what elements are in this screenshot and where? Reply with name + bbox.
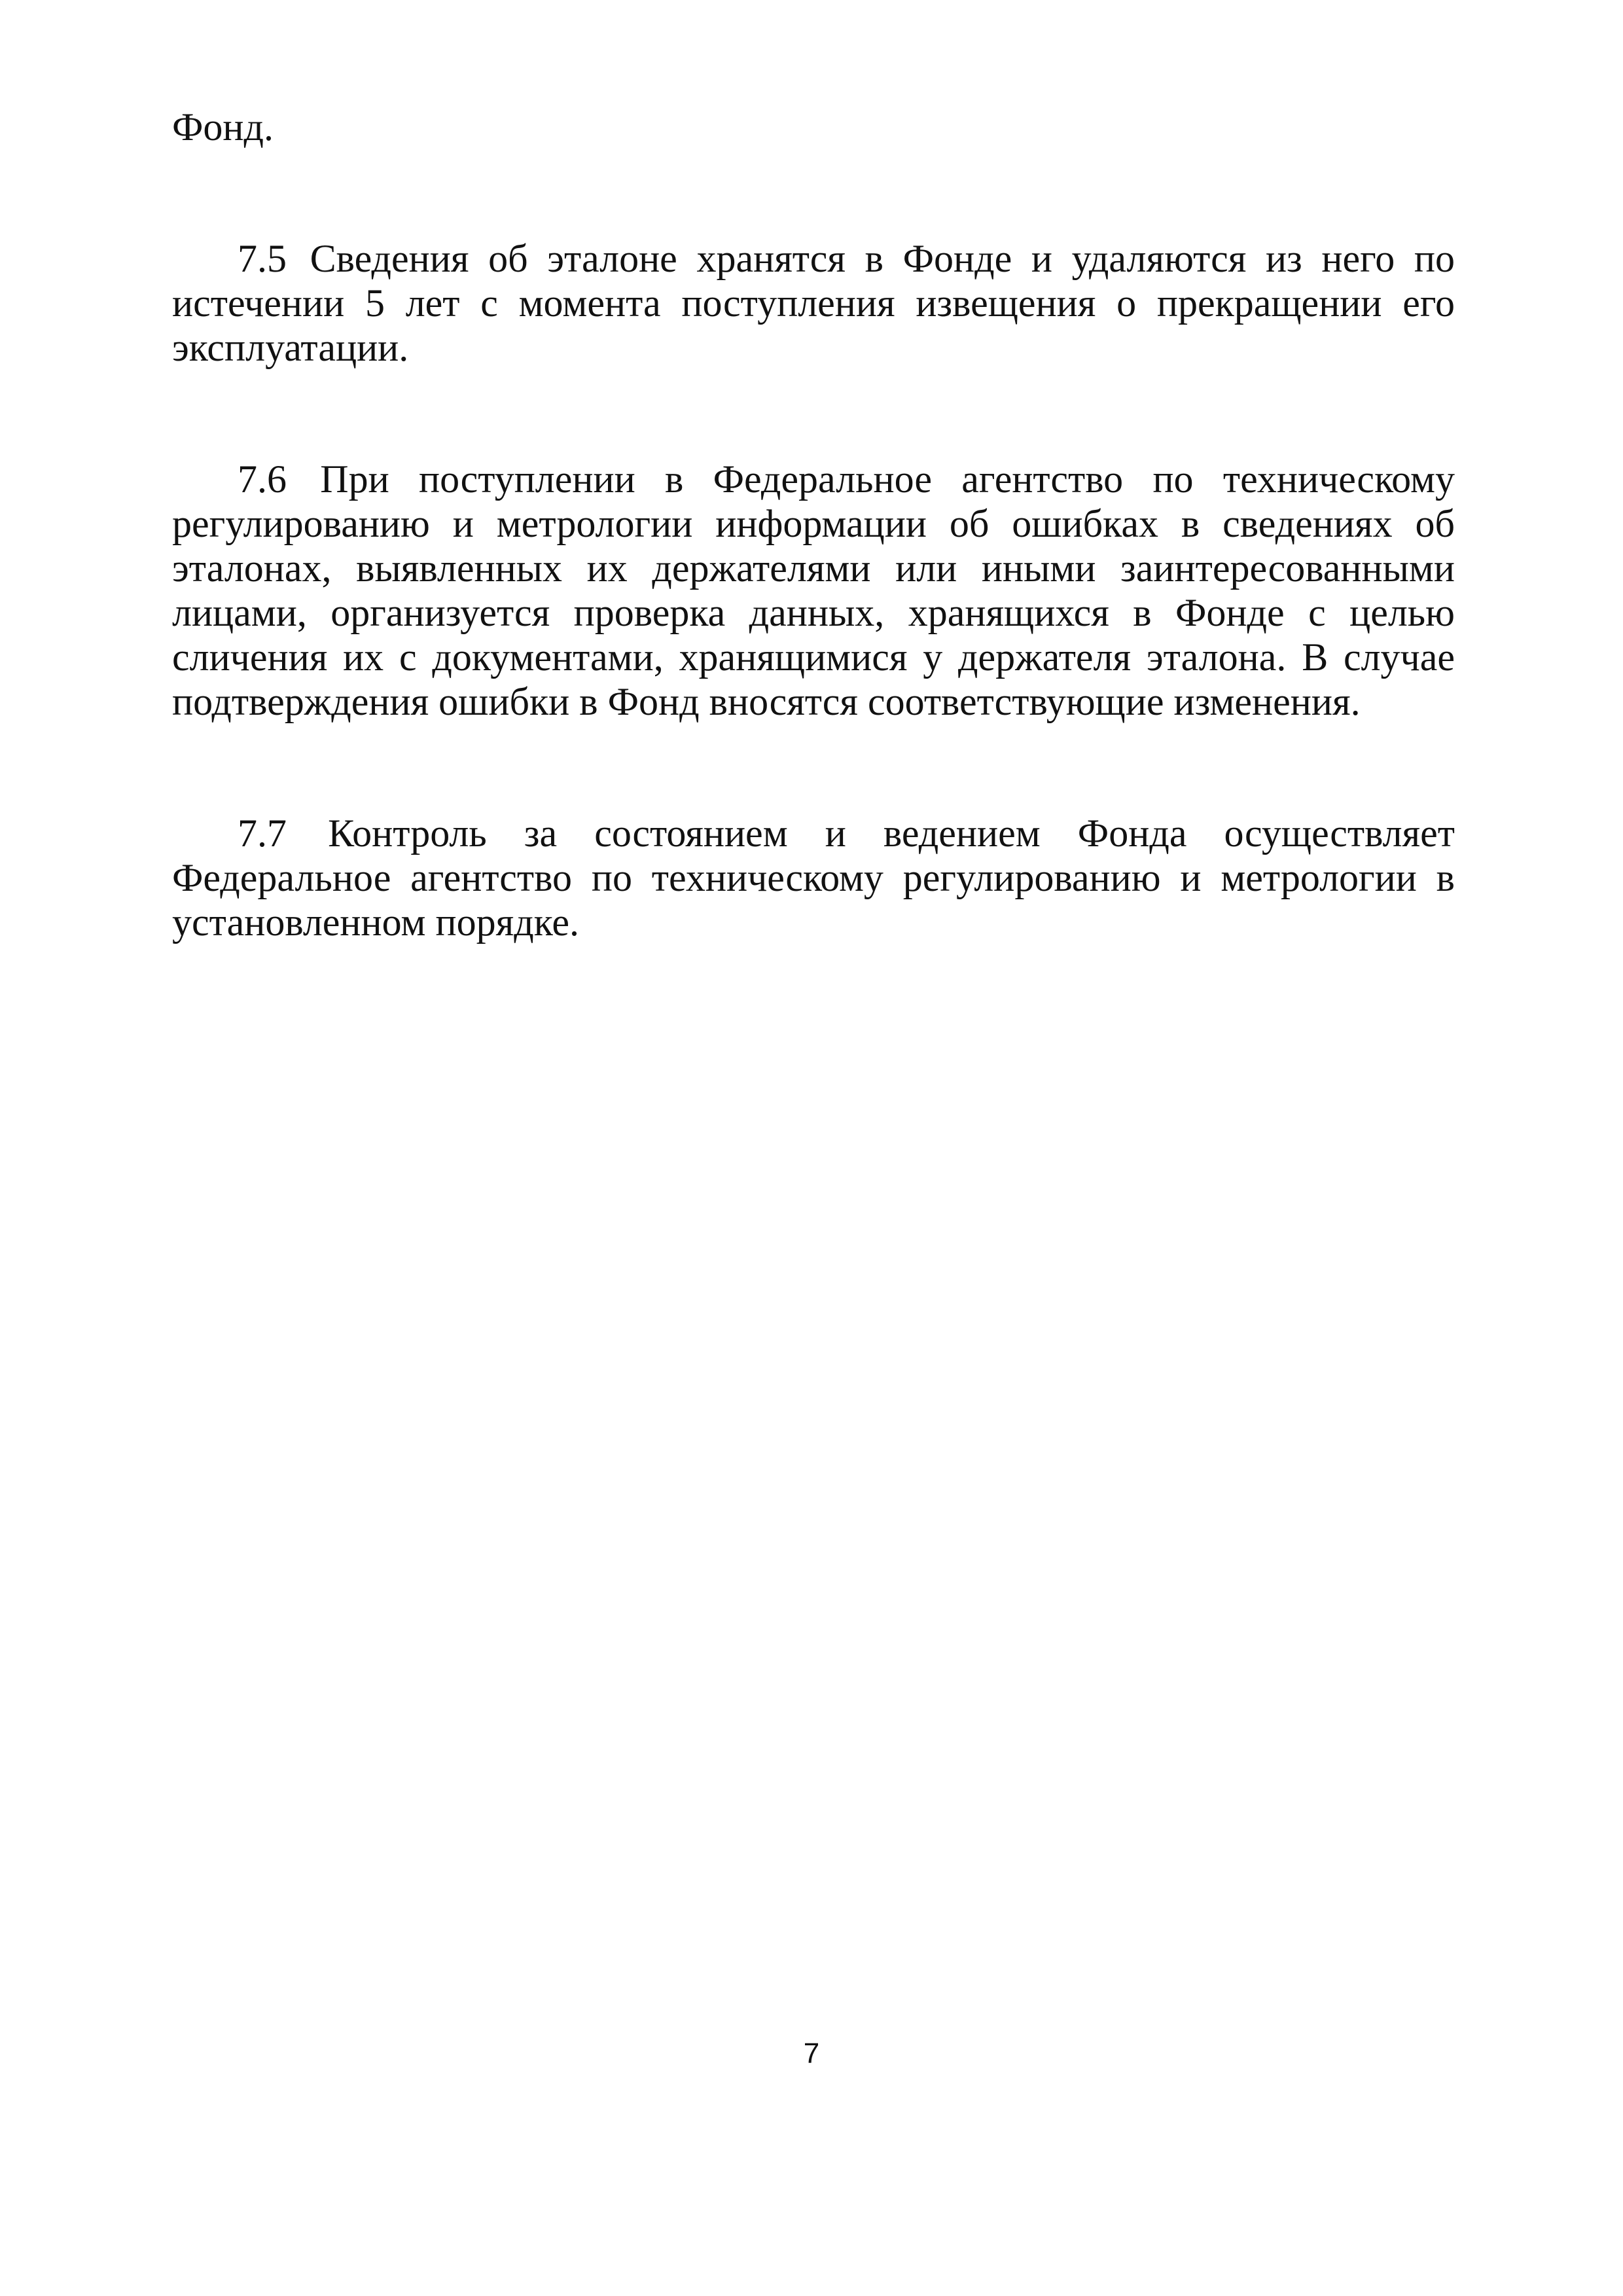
paragraph-line-text: Сведения об эталоне хранятся в Фонде и удаляются из него по [310,237,1455,280]
paragraph-line-text: Контроль за состоянием и ведением Фонда осуществляет [328,812,1455,855]
paragraph-number: 7.6 [238,457,287,501]
paragraph-line: истечении 5 лет с момента поступления извещения о прекращении его [172,281,1455,325]
paragraph-line: Федеральное агентство по техническому регулированию и метрологии в [172,856,1455,899]
paragraph-line: сличения их с документами, хранящимися у держателя эталона. В случае [172,636,1455,679]
paragraph-7-5 [172,236,1455,370]
page-number: 7 [803,2037,820,2070]
lead-line: Фонд. [172,105,274,149]
paragraph-line: регулированию и метрологии информации об ошибках в сведениях об [172,502,1455,545]
paragraph-last-line: установленном порядке. [172,901,580,944]
paragraph-7-7 [172,811,1455,944]
paragraph-first-line [172,457,1455,501]
paragraph-first-line [172,236,1455,281]
document-body [172,105,1455,944]
paragraph-first-line [172,811,1455,855]
paragraph-line: эталонах, выявленных их держателями или иными заинтересованными [172,547,1455,590]
paragraph-last-line: подтверждения ошибки в Фонд вносятся соответствующие изменения. [172,680,1361,723]
paragraph-last-line: эксплуатации. [172,326,409,369]
paragraph-line: лицами, организуется проверка данных, хранящихся в Фонде с целью [172,591,1455,634]
paragraph-7-6 [172,457,1455,724]
paragraph-number: 7.5 [238,237,287,280]
paragraph-number: 7.7 [238,812,287,855]
paragraph-line-text: При поступлении в Федеральное агентство по техническому [320,457,1455,501]
